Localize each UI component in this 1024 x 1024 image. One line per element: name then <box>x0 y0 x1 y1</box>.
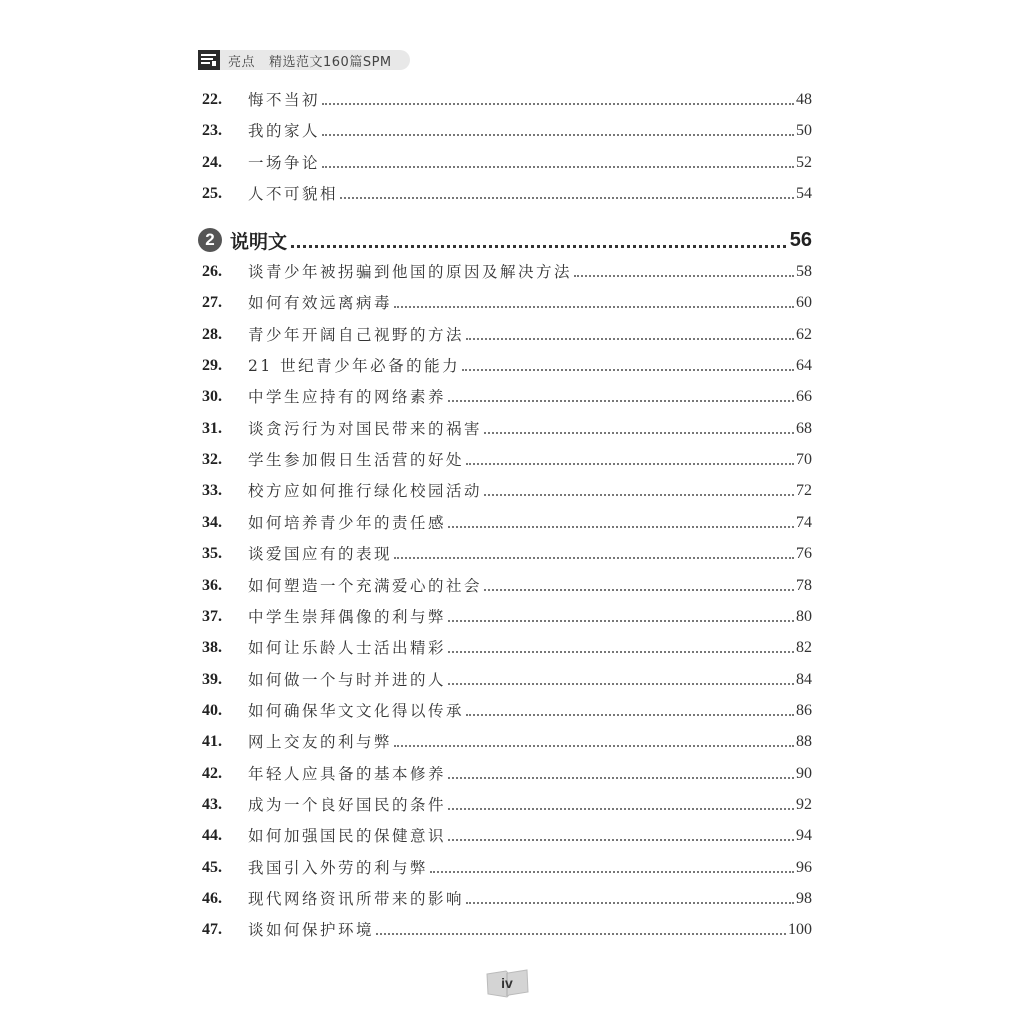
toc-leader-dots <box>322 103 794 105</box>
toc-leader-dots <box>574 275 794 277</box>
toc-entry-title: 人不可貌相 <box>248 185 339 204</box>
toc-entry-number: 41. <box>202 733 222 751</box>
toc-entry[interactable] <box>200 415 812 439</box>
toc-entry-title: 悔不当初 <box>248 91 321 109</box>
toc-leader-dots <box>466 714 794 716</box>
toc-entry[interactable] <box>200 509 812 533</box>
toc-entry-number: 36. <box>202 576 222 594</box>
toc-entry-page: 66 <box>796 388 812 406</box>
toc-entry-title: 我国引入外劳的利与弊 <box>248 858 429 877</box>
toc-leader-dots <box>394 306 794 308</box>
toc-entry-title: 一场争论 <box>248 153 321 172</box>
toc-entry[interactable] <box>200 885 812 909</box>
toc-entry-page: 78 <box>796 576 812 594</box>
toc-leader-dots <box>448 683 794 685</box>
toc-entry-title: 谈青少年被拐骗到他国的原因及解决方法 <box>248 263 573 281</box>
toc-entry[interactable] <box>200 289 812 313</box>
toc-entry-page: 96 <box>796 858 812 876</box>
toc-entry[interactable] <box>200 258 812 282</box>
toc-entry-page: 58 <box>796 263 812 280</box>
toc-entry[interactable] <box>200 180 812 204</box>
toc-entry-page: 82 <box>796 639 812 657</box>
toc-leader-dots <box>448 808 794 810</box>
toc-entry-page: 84 <box>796 670 812 688</box>
toc-entry[interactable] <box>200 791 812 815</box>
toc-leader-dots <box>448 651 794 653</box>
toc-entry-number: 45. <box>202 858 222 876</box>
toc-entry-number: 43. <box>202 795 222 813</box>
toc-entry-page: 50 <box>796 122 812 140</box>
toc-leader-dots <box>448 400 794 402</box>
toc-entry-title: 年轻人应具备的基本修养 <box>248 764 447 783</box>
toc-leader-dots <box>322 166 794 168</box>
toc-entry-title: 21 世纪青少年必备的能力 <box>248 357 461 376</box>
toc-leader-dots <box>394 745 794 747</box>
toc-entry[interactable] <box>200 321 812 345</box>
toc-entry[interactable] <box>200 352 812 376</box>
toc-entry-number: 42. <box>202 764 222 782</box>
toc-entry-title: 我的家人 <box>248 122 321 141</box>
toc-entry-title: 如何有效远离病毒 <box>248 294 393 313</box>
toc-entry-number: 39. <box>202 670 222 688</box>
header-book-title: 精选范文160篇SPM <box>269 54 392 70</box>
toc-entry[interactable] <box>200 728 812 752</box>
toc-entry-number: 24. <box>202 153 222 171</box>
toc-leader-dots <box>340 197 794 199</box>
toc-entry-number: 38. <box>202 639 222 657</box>
toc-entry-number: 26. <box>202 263 222 280</box>
toc-leader-dots <box>484 432 794 434</box>
toc-leader-dots <box>466 902 794 904</box>
toc-entry-number: 44. <box>202 827 222 845</box>
toc-entry-title: 谈爱国应有的表现 <box>248 545 393 564</box>
footer-page-label: iv <box>501 975 513 991</box>
toc-entry-number: 37. <box>202 607 222 625</box>
toc-leader-dots <box>394 557 794 559</box>
toc-entry-number: 22. <box>202 91 222 108</box>
toc-entry-page: 64 <box>796 357 812 375</box>
toc-entry-title: 成为一个良好国民的条件 <box>248 795 447 814</box>
toc-entry-page: 72 <box>796 482 812 500</box>
toc-entry[interactable] <box>200 383 812 407</box>
toc-entry[interactable] <box>200 540 812 564</box>
toc-entry-title: 学生参加假日生活营的好处 <box>248 451 465 470</box>
toc-entry-number: 31. <box>202 419 222 437</box>
toc-entry-number: 47. <box>202 921 222 939</box>
toc-entry-title: 青少年开阔自己视野的方法 <box>248 325 465 344</box>
toc-entry-page: 74 <box>796 513 812 531</box>
toc-entry-page: 86 <box>796 701 812 719</box>
toc-leader-dots <box>448 620 794 622</box>
toc-entry[interactable] <box>200 634 812 658</box>
toc-entry-title: 如何加强国民的保健意识 <box>248 827 447 846</box>
toc-entry-number: 33. <box>202 482 222 500</box>
toc-entry-page: 68 <box>796 419 812 437</box>
toc-entry[interactable] <box>200 446 812 470</box>
toc-entry-number: 32. <box>202 451 222 469</box>
toc-entry-number: 29. <box>202 357 222 375</box>
toc-entry-number: 23. <box>202 122 222 140</box>
toc-entry-page: 62 <box>796 325 812 343</box>
header-text <box>228 51 392 70</box>
section-title: 说明文 <box>230 230 288 253</box>
toc-leader-dots <box>484 494 794 496</box>
toc-entry[interactable] <box>200 760 812 784</box>
toc-entry-title: 如何培养青少年的责任感 <box>248 513 447 532</box>
toc-entry[interactable] <box>200 603 812 627</box>
toc-entry-title: 中学生崇拜偶像的利与弊 <box>248 607 447 626</box>
toc-leader-dots <box>448 777 794 779</box>
toc-entry-page: 94 <box>796 827 812 845</box>
toc-entry-page: 60 <box>796 294 812 312</box>
toc-entry-number: 30. <box>202 388 222 406</box>
toc-entry-title: 谈如何保护环境 <box>248 921 375 940</box>
toc-entry[interactable] <box>200 697 812 721</box>
running-header <box>198 50 410 70</box>
toc-entry-page: 80 <box>796 607 812 625</box>
toc-leader-dots <box>430 871 794 873</box>
toc-entry[interactable] <box>200 86 812 110</box>
toc-entry[interactable] <box>200 854 812 878</box>
toc-leader-dots <box>322 134 794 136</box>
toc-entry[interactable] <box>200 477 812 501</box>
toc-leader-dots <box>448 839 794 841</box>
toc-entry-number: 46. <box>202 890 222 907</box>
toc-leader-dots <box>466 338 794 340</box>
toc-leader-dots <box>462 369 794 371</box>
toc-entry-title: 现代网络资讯所带来的影响 <box>248 890 465 908</box>
toc-entry-title: 如何确保华文文化得以传承 <box>248 701 465 720</box>
section-heading[interactable] <box>198 226 812 254</box>
toc-entry-number: 28. <box>202 325 222 343</box>
toc-entry[interactable] <box>200 666 812 690</box>
section-number-badge: 2 <box>198 228 222 252</box>
toc-entry-page: 92 <box>796 795 812 813</box>
toc-entry-number: 25. <box>202 185 222 203</box>
toc-entry[interactable] <box>200 916 812 940</box>
header-brand: 亮点 <box>228 54 256 70</box>
toc-leader-dots <box>484 589 794 591</box>
toc-leader-dots <box>376 933 786 935</box>
toc-entry[interactable] <box>200 822 812 846</box>
toc-entry-title: 如何塑造一个充满爱心的社会 <box>248 576 483 595</box>
toc-entry-number: 35. <box>202 545 222 563</box>
toc-leader-dots <box>448 526 794 528</box>
toc-entry-number: 40. <box>202 701 222 719</box>
toc-leader-dots <box>466 463 794 465</box>
publisher-logo-icon <box>198 50 220 70</box>
toc-entry-title: 校方应如何推行绿化校园活动 <box>248 482 483 501</box>
toc-entry[interactable] <box>200 572 812 596</box>
toc-entry-title: 谈贪污行为对国民带来的祸害 <box>248 419 483 438</box>
toc-entry-number: 27. <box>202 294 222 312</box>
toc-entry-title: 如何让乐龄人士活出精彩 <box>248 639 447 658</box>
section-page-number: 56 <box>789 228 812 251</box>
toc-entry-page: 100 <box>788 921 812 939</box>
footer-page-marker <box>484 968 530 998</box>
toc-entry[interactable] <box>200 117 812 141</box>
toc-entry-page: 98 <box>796 890 812 907</box>
section-leader-dots <box>291 245 786 248</box>
toc-entry-page: 76 <box>796 545 812 563</box>
toc-entry-number: 34. <box>202 513 222 531</box>
toc-entry-page: 52 <box>796 153 812 171</box>
toc-entry-title: 网上交友的利与弊 <box>248 733 393 752</box>
toc-entry[interactable] <box>200 149 812 173</box>
toc-entry-title: 如何做一个与时并进的人 <box>248 670 447 689</box>
toc-entry-page: 88 <box>796 733 812 751</box>
toc-entry-page: 70 <box>796 451 812 469</box>
toc-entry-page: 48 <box>796 91 812 108</box>
toc-entry-page: 90 <box>796 764 812 782</box>
toc-entry-title: 中学生应持有的网络素养 <box>248 388 447 407</box>
toc-entry-page: 54 <box>796 185 812 203</box>
